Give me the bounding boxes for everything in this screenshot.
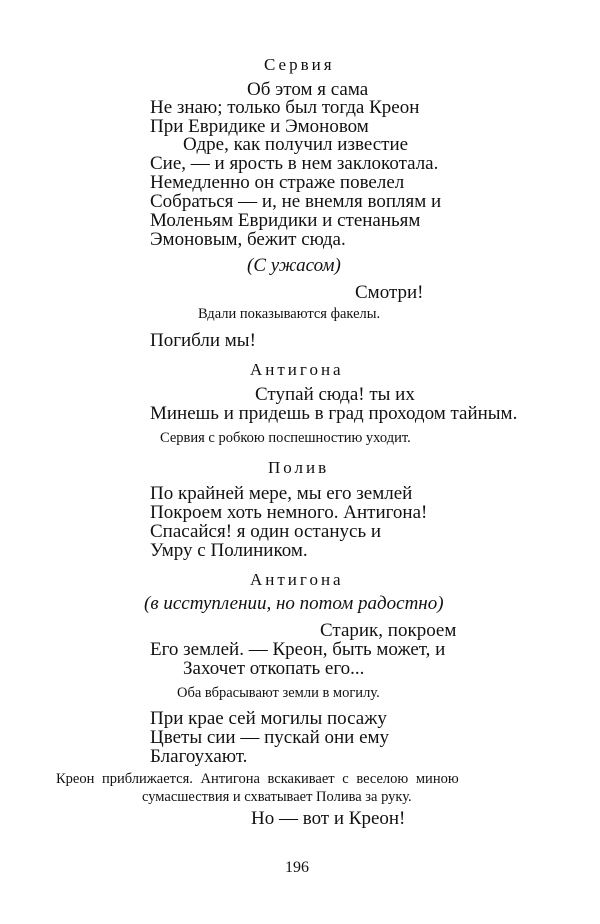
verse-line: Не знаю; только был тогда Креон — [150, 97, 420, 118]
verse-line: Эмоновым, бежит сюда. — [150, 229, 346, 250]
verse-line: Одре, как получил известие — [183, 134, 409, 155]
verse-line: Цветы сии — пускай они ему — [150, 727, 390, 748]
speaker-name: Сервия — [264, 55, 335, 74]
verse-line: Но — вот и Креон! — [251, 808, 406, 829]
verse-line: Минешь и придешь в град проходом тайным. — [150, 403, 518, 424]
stage-direction-italic: (в исступлении, но потом радостно) — [144, 593, 444, 614]
stage-direction: Оба вбрасывают земли в могилу. — [177, 685, 380, 701]
verse-line: Старик, покроем — [320, 620, 457, 641]
verse-line: Спасайся! я один останусь и — [150, 521, 382, 542]
verse-line: Его землей. — Креон, быть может, и — [150, 639, 446, 660]
stage-direction: Сервия с робкою поспешностию уходит. — [160, 430, 411, 446]
verse-line: Благоухают. — [150, 746, 248, 767]
verse-line: Погибли мы! — [150, 330, 256, 351]
stage-direction: сумасшествия и схватывает Полива за руку. — [142, 789, 412, 805]
verse-line: По крайней мере, мы его землей — [150, 483, 413, 504]
speaker-name: Антигона — [250, 360, 344, 379]
verse-line: При Евридике и Эмоновом — [150, 116, 369, 137]
stage-direction: Вдали показываются факелы. — [198, 306, 381, 322]
verse-line: Ступай сюда! ты их — [255, 384, 415, 405]
stage-direction-italic: (С ужасом) — [247, 255, 341, 276]
verse-line: Собраться — и, не внемля воплям и — [150, 191, 442, 212]
speaker-name: Антигона — [250, 570, 344, 589]
verse-line: Немедленно он страже повелел — [150, 172, 405, 193]
verse-line: Смотри! — [355, 282, 424, 303]
verse-line: Моленьям Евридики и стенаньям — [150, 210, 421, 231]
stage-direction: Креон приближается. Антигона вскакивает с веселою миною — [56, 771, 459, 787]
speaker-name: Полив — [268, 458, 330, 477]
verse-line: Захочет откопать его... — [183, 658, 365, 679]
verse-line: При крае сей могилы посажу — [150, 708, 387, 729]
verse-line: Покроем хоть немного. Антигона! — [150, 502, 428, 523]
verse-line: Умру с Полиником. — [150, 540, 308, 561]
verse-line: Об этом я сама — [247, 79, 369, 100]
verse-line: Сие, — и ярость в нем заклокотала. — [150, 153, 439, 174]
page-number: 196 — [285, 859, 309, 876]
